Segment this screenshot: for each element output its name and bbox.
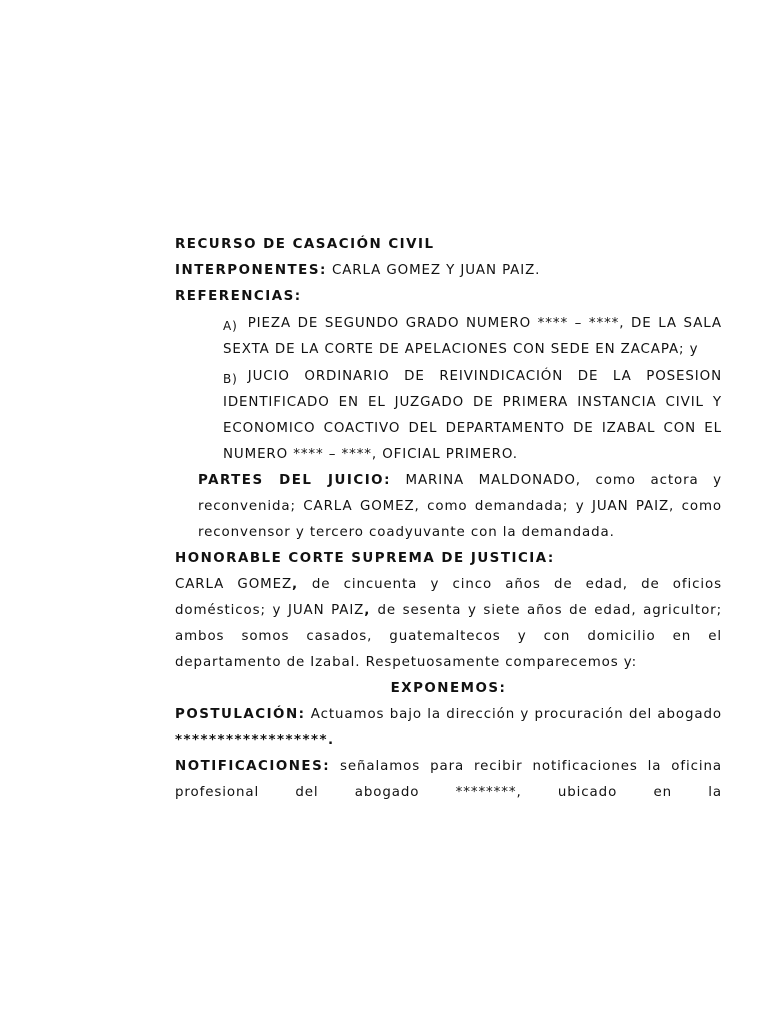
partes-del-juicio: [198, 468, 722, 546]
interponentes-label: INTERPONENTES:: [175, 263, 327, 278]
intro-paragraph: [175, 572, 722, 676]
intro-text-1: de cincuenta y cinco años de edad, de oficios domésticos; y: [175, 577, 722, 618]
intro-name-carla: CARLA GOMEZ: [175, 577, 293, 592]
partes-text: MARINA MALDONADO, como actora y reconvenida; CARLA GOMEZ, como demandada; y JUAN PAIZ, como reconvensor y tercero coadyuvante con la demandada.: [198, 473, 722, 540]
notificaciones-label: NOTIFICACIONES:: [175, 759, 331, 774]
reference-b: [223, 363, 722, 468]
exponemos-heading: EXPONEMOS:: [390, 681, 507, 696]
document-page: [175, 232, 722, 806]
reference-a-marker: A): [223, 319, 238, 333]
intro-name-juan: JUAN PAIZ: [287, 603, 365, 618]
postulacion-label: POSTULACIÓN:: [175, 707, 306, 722]
reference-a: [223, 310, 722, 363]
interponentes-line: [175, 258, 722, 284]
document-title: RECURSO DE CASACIÓN CIVIL: [175, 237, 435, 252]
intro-text-2: de sesenta y siete años de edad, agricultor; ambos somos casados, guatemaltecos y con domicilio en el departamento de Izabal. Respetuosamente comparecemos y:: [175, 603, 722, 670]
notificaciones-paragraph: [175, 754, 722, 806]
honorable-corte-heading: HONORABLE CORTE SUPREMA DE JUSTICIA:: [175, 551, 555, 566]
reference-a-text: PIEZA DE SEGUNDO GRADO NUMERO **** – ****, DE LA SALA SEXTA DE LA CORTE DE APELACIONES CON SEDE EN ZACAPA; y: [223, 316, 722, 357]
intro-comma-2: ,: [364, 603, 371, 618]
referencias-label: REFERENCIAS:: [175, 289, 302, 304]
intro-comma-1: ,: [292, 577, 299, 592]
notificaciones-text: señalamos para recibir notificaciones la oficina profesional del abogado ********, ubicado en la: [175, 759, 722, 800]
reference-b-marker: B): [223, 372, 238, 386]
partes-label: PARTES DEL JUICIO:: [198, 473, 391, 488]
interponentes-value: CARLA GOMEZ Y JUAN PAIZ.: [326, 263, 541, 278]
postulacion-paragraph: [175, 702, 722, 754]
postulacion-stars: ******************.: [175, 733, 335, 748]
reference-b-text: JUCIO ORDINARIO DE REIVINDICACIÓN DE LA POSESION IDENTIFICADO EN EL JUZGADO DE PRIMERA INSTANCIA CIVIL Y ECONOMICO COACTIVO DEL DEPARTAMENTO DE IZABAL CON EL NUMERO **** – ****, OFICIAL PRIMERO.: [223, 369, 722, 462]
postulacion-text: Actuamos bajo la dirección y procuración del abogado: [305, 707, 722, 722]
